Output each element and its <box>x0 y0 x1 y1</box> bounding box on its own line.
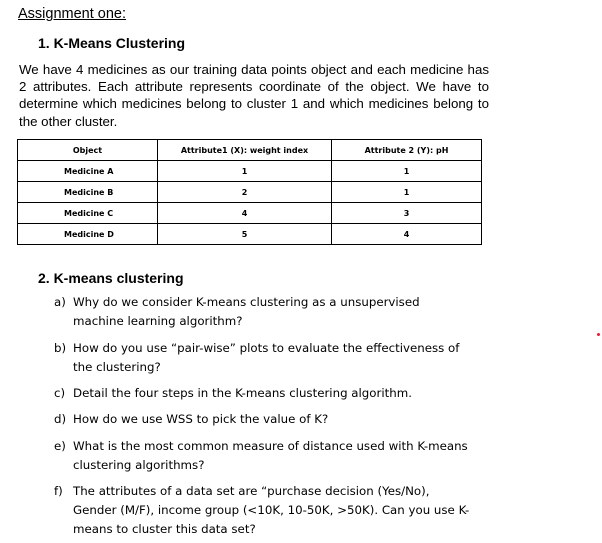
question-label: c) <box>54 386 66 400</box>
table-cell-x: 2 <box>158 182 332 203</box>
question-text: Why do we consider K-means clustering as a unsupervised machine learning algorithm? <box>73 295 420 328</box>
question-c <box>54 384 474 403</box>
question-label: f) <box>54 484 63 498</box>
question-f <box>54 482 474 539</box>
question-text: How do we use WSS to pick the value of K? <box>73 412 329 426</box>
section-2-heading: 2. K-means clustering <box>38 270 184 286</box>
medicine-table <box>17 139 482 245</box>
table-cell-y: 4 <box>332 224 482 245</box>
table-cell-x: 5 <box>158 224 332 245</box>
question-d <box>54 410 474 429</box>
assignment-title: Assignment one: <box>18 6 127 22</box>
question-text: How do you use “pair-wise” plots to evaluate the effectiveness of the clustering? <box>73 341 460 374</box>
question-text: Detail the four steps in the K-means clustering algorithm. <box>73 386 412 400</box>
question-label: e) <box>54 439 66 453</box>
table-cell-object: Medicine C <box>18 203 158 224</box>
table-row <box>18 224 482 245</box>
table-row <box>18 203 482 224</box>
section-1-heading: 1. K-Means Clustering <box>38 35 186 51</box>
table-row <box>18 182 482 203</box>
question-label: d) <box>54 412 67 426</box>
table-cell-object: Medicine A <box>18 161 158 182</box>
table-header-cell: Attribute1 (X): weight index <box>158 140 332 161</box>
table-cell-y: 3 <box>332 203 482 224</box>
margin-dot <box>597 333 600 336</box>
question-e <box>54 437 474 475</box>
table-header-cell: Object <box>18 140 158 161</box>
question-label: a) <box>54 295 66 309</box>
table-header-row <box>18 140 482 161</box>
question-text: What is the most common measure of distance used with K-means clustering algorithms? <box>73 439 468 472</box>
question-text: The attributes of a data set are “purchase decision (Yes/No), Gender (M/F), income group (<10K, 10-50K, >50K). Can you use K-means to cluster this data set? <box>73 484 470 536</box>
question-b <box>54 339 474 377</box>
question-label: b) <box>54 341 67 355</box>
table-row <box>18 161 482 182</box>
table-cell-y: 1 <box>332 182 482 203</box>
table-cell-object: Medicine D <box>18 224 158 245</box>
table-cell-x: 4 <box>158 203 332 224</box>
table-cell-y: 1 <box>332 161 482 182</box>
table-cell-x: 1 <box>158 161 332 182</box>
section-1-paragraph: We have 4 medicines as our training data points object and each medicine has 2 attributes. Each attribute represents coordinate of the object. We have to determine which medicines belong to cluster 1 and which medicines belong to the other cluster. <box>19 62 489 129</box>
table-cell-object: Medicine B <box>18 182 158 203</box>
question-a <box>54 293 474 331</box>
table-header-cell: Attribute 2 (Y): pH <box>332 140 482 161</box>
